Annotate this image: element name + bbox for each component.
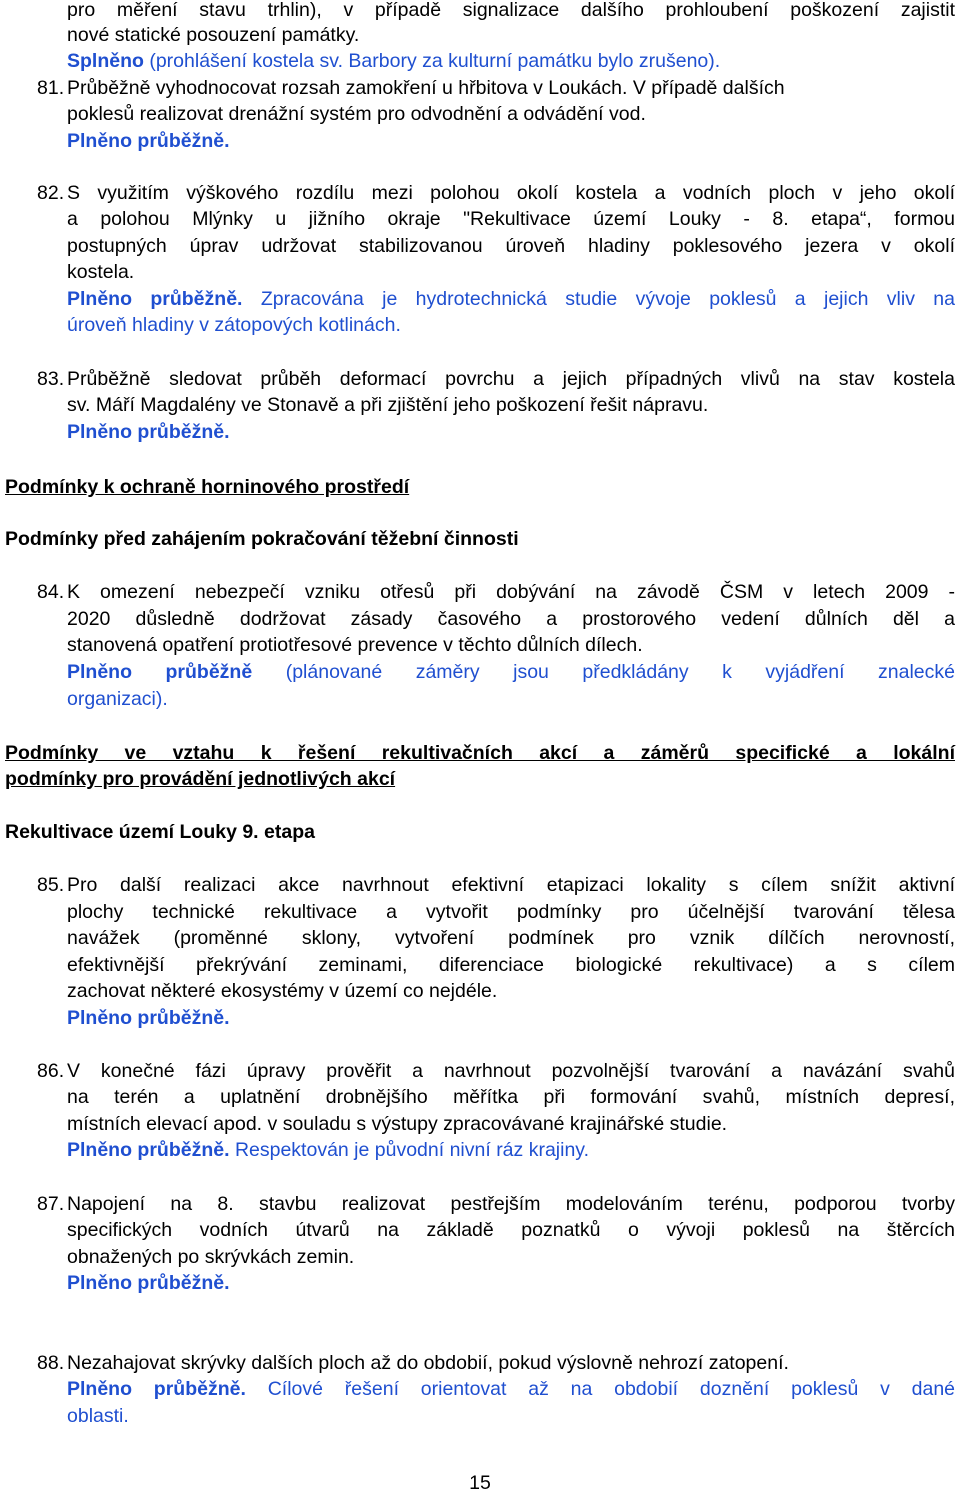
item-text: V konečné fázi úpravy prověřit a navrhnout pozvolnější tvarování a navázání svahů — [67, 1060, 955, 1082]
section-heading: Podmínky k ochraně horninového prostředí — [5, 476, 410, 498]
item-text: a polohou Mlýnky u jižního okraje "Rekultivace území Louky - 8. etapa“, formou — [67, 208, 955, 230]
item-text: sv. Máří Magdalény ve Stonavě a při zjištění jeho poškození řešit nápravu. — [67, 394, 709, 416]
intro-line: pro měření stavu trhlin), v případě signalizace dalšího prohloubení poškození zajistit — [67, 0, 955, 21]
item-number: 82. — [37, 182, 65, 204]
item-text: plochy technické rekultivace a vytvořit podmínky pro účelnější tvarování tělesa — [67, 901, 955, 923]
subsection-heading: Rekultivace území Louky 9. etapa — [5, 821, 315, 843]
status-note: Respektován je původní nivní ráz krajiny. — [234, 1139, 590, 1161]
item-text: S využitím výškového rozdílu mezi polohou okolí kostela a vodních ploch v jeho okolí — [67, 182, 955, 204]
item-text: zachovat některé ekosystémy v území co nejdéle. — [67, 980, 498, 1002]
item-status: Plněno průběžně. — [67, 1007, 230, 1029]
status-ongoing: Plněno průběžně. — [67, 1378, 246, 1400]
item-status — [67, 659, 955, 685]
status-ongoing: Plněno průběžně. — [67, 1139, 230, 1161]
item-text: stanovená opatření protiotřesové prevence v těchto důlních dílech. — [67, 634, 643, 656]
subsection-heading: Podmínky před zahájením pokračování těžební činnosti — [5, 528, 519, 550]
item-text: poklesů realizovat drenážní systém pro odvodnění a odvádění vod. — [67, 103, 646, 125]
status-done: Splněno — [67, 50, 144, 72]
item-text: Průběžně vyhodnocovat rozsah zamokření u hřbitova v Loukách. V případě dalších — [67, 77, 785, 99]
item-number: 81. — [37, 77, 65, 99]
status-note: Zpracována je hydrotechnická studie vývoje poklesů a jejich vliv na — [260, 288, 955, 310]
item-text: efektivnější překrývání zeminami, diferenciace biologické rekultivace) a s cílem — [67, 954, 955, 976]
item-text: Pro další realizaci akce navrhnout efektivní etapizaci lokality s cílem snížit aktivní — [67, 874, 955, 896]
item-text: K omezení nebezpečí vzniku otřesů při dobývání na závodě ČSM v letech 2009 - — [67, 581, 955, 603]
item-text: na terén a uplatnění drobnějšího měřítka při formování svahů, místních depresí, — [67, 1086, 955, 1108]
item-text: obnažených po skrývkách zemin. — [67, 1246, 355, 1268]
page-number: 15 — [469, 1472, 491, 1494]
intro-line: nové statické posouzení památky. — [67, 24, 360, 46]
status-note: Cílové řešení orientovat až na obdobií doznění poklesů v dané — [267, 1378, 956, 1400]
item-text: navážek (proměnné sklony, vytvoření podmínek pro vznik dílčích nerovností, — [67, 927, 955, 949]
item-number: 85. — [37, 874, 65, 896]
item-text: postupných úprav udržovat stabilizovanou úroveň hladiny poklesového jezera v okolí — [67, 235, 955, 257]
item-text: Napojení na 8. stavbu realizovat pestřejším modelováním terénu, podporou tvorby — [67, 1193, 955, 1215]
item-text: Průběžně sledovat průběh deformací povrchu a jejich případných vlivů na stav kostela — [67, 368, 955, 390]
item-text: kostela. — [67, 261, 135, 283]
status-ongoing: Plněno průběžně — [67, 661, 253, 683]
status-note: (plánované záměry jsou předkládány k vyjádření znalecké — [285, 661, 955, 683]
status-note: (prohlášení kostela sv. Barbory za kulturní památku bylo zrušeno). — [149, 50, 721, 72]
item-status — [67, 1137, 955, 1163]
item-status: Plněno průběžně. — [67, 1272, 230, 1294]
item-number: 86. — [37, 1060, 65, 1082]
item-status: Plněno průběžně. — [67, 130, 230, 152]
item-status — [67, 286, 955, 312]
item-number: 87. — [37, 1193, 65, 1215]
item-number: 88. — [37, 1352, 65, 1374]
item-text: místních elevací apod. v souladu s výstupy zpracovávané krajinářské studie. — [67, 1113, 728, 1135]
section-heading: Podmínky ve vztahu k řešení rekultivačních akcí a záměrů specifické a lokální — [5, 742, 955, 764]
status-note: úroveň hladiny v zátopových kotlinách. — [67, 314, 401, 336]
item-status: Plněno průběžně. — [67, 421, 230, 443]
item-text: Nezahajovat skrývky dalších ploch až do obdobií, pokud výslovně nehrozí zatopení. — [67, 1352, 789, 1374]
item-status — [67, 1376, 955, 1402]
item-text: 2020 důsledně dodržovat zásady časového a prostorového vedení důlních děl a — [67, 608, 955, 630]
status-note: oblasti. — [67, 1405, 129, 1427]
section-heading: podmínky pro provádění jednotlivých akcí — [5, 768, 396, 790]
status-note: organizaci). — [67, 688, 168, 710]
item-number: 83. — [37, 368, 65, 390]
intro-status — [67, 48, 955, 74]
item-number: 84. — [37, 581, 65, 603]
status-ongoing: Plněno průběžně. — [67, 288, 243, 310]
item-text: specifických vodních útvarů na základě poznatků o vývoji poklesů na štěrcích — [67, 1219, 955, 1241]
